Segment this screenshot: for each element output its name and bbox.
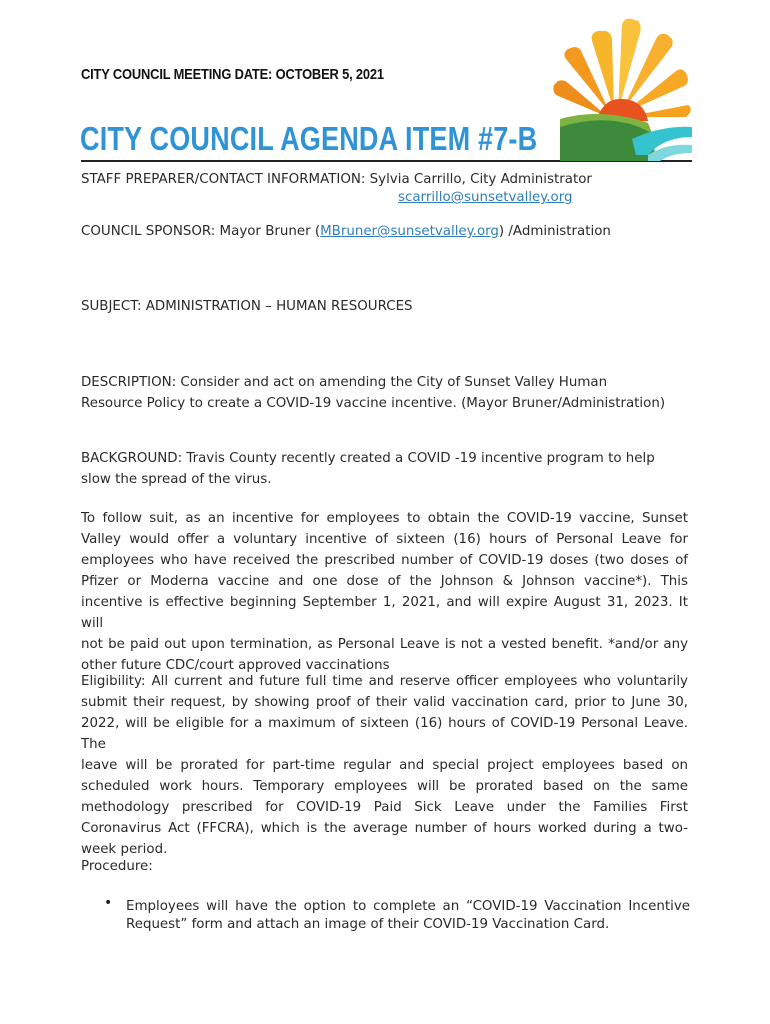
paragraph-line: not be paid out upon termination, as Personal Leave is not a vested benefit. *and/or any <box>81 637 688 652</box>
background-line-2: slow the spread of the virus. <box>81 472 272 487</box>
subject-line: SUBJECT: ADMINISTRATION – HUMAN RESOURCES <box>81 299 413 314</box>
sponsor-email-link[interactable]: MBruner@sunsetvalley.org <box>320 224 499 239</box>
bullet-item-line-1: Employees will have the option to complete an “COVID-19 Vaccination Incentive <box>126 899 690 914</box>
paragraph-line: 2022, will be eligible for a maximum of sixteen (16) hours of COVID-19 Personal Leave. The <box>81 716 688 752</box>
paragraph-line: other future CDC/court approved vaccinations <box>81 658 390 673</box>
paragraph-line: employees who have received the prescribed number of COVID-19 doses (two doses of <box>81 553 688 568</box>
sunset-valley-logo <box>552 15 692 161</box>
council-sponsor-line <box>81 221 611 242</box>
staff-email-link[interactable]: scarrillo@sunsetvalley.org <box>398 190 573 205</box>
paragraph-line: Pfizer or Moderna vaccine and one dose of the Johnson & Johnson vaccine*). This <box>81 574 688 589</box>
eligibility-paragraph <box>81 671 688 860</box>
paragraph-line: Eligibility: All current and future full time and reserve officer employees who voluntarily <box>81 674 688 689</box>
sponsor-prefix: COUNCIL SPONSOR: Mayor Bruner ( <box>81 224 321 239</box>
meeting-date: CITY COUNCIL MEETING DATE: OCTOBER 5, 2021 <box>81 66 384 83</box>
description-line-2: Resource Policy to create a COVID-19 vaccine incentive. (Mayor Bruner/Administration) <box>81 396 666 411</box>
description-line-1: DESCRIPTION: Consider and act on amending the City of Sunset Valley Human <box>81 375 608 390</box>
bullet-item-line-2: Request” form and attach an image of their COVID-19 Vaccination Card. <box>126 917 610 932</box>
paragraph-line: scheduled work hours. Temporary employees will be prorated based on the same <box>81 779 688 794</box>
paragraph-line: leave will be prorated for part-time regular and special project employees based on <box>81 758 688 773</box>
paragraph-line: Coronavirus Act (FFCRA), which is the average number of hours worked during a two- <box>81 821 688 836</box>
paragraph-line: week period. <box>81 842 168 857</box>
paragraph-line: To follow suit, as an incentive for employees to obtain the COVID-19 vaccine, Sunset <box>81 511 688 526</box>
paragraph-line: submit their request, by showing proof of their valid vaccination card, prior to June 30, <box>81 695 688 710</box>
staff-contact-line: STAFF PREPARER/CONTACT INFORMATION: Sylvia Carrillo, City Administrator <box>81 172 592 187</box>
paragraph-line: Valley would offer a voluntary incentive of sixteen (16) hours of Personal Leave for <box>81 532 688 547</box>
paragraph-line: methodology prescribed for COVID-19 Paid Sick Leave under the Families First <box>81 800 688 815</box>
sponsor-suffix: ) /Administration <box>498 224 611 239</box>
procedure-heading: Procedure: <box>81 859 153 874</box>
agenda-title: CITY COUNCIL AGENDA ITEM #7-B <box>80 120 538 157</box>
paragraph-line: incentive is effective beginning September 1, 2021, and will expire August 31, 2023. It will <box>81 595 688 631</box>
incentive-paragraph <box>81 508 688 676</box>
background-line-1: BACKGROUND: Travis County recently created a COVID -19 incentive program to help <box>81 451 655 466</box>
bullet-icon: • <box>104 895 113 911</box>
